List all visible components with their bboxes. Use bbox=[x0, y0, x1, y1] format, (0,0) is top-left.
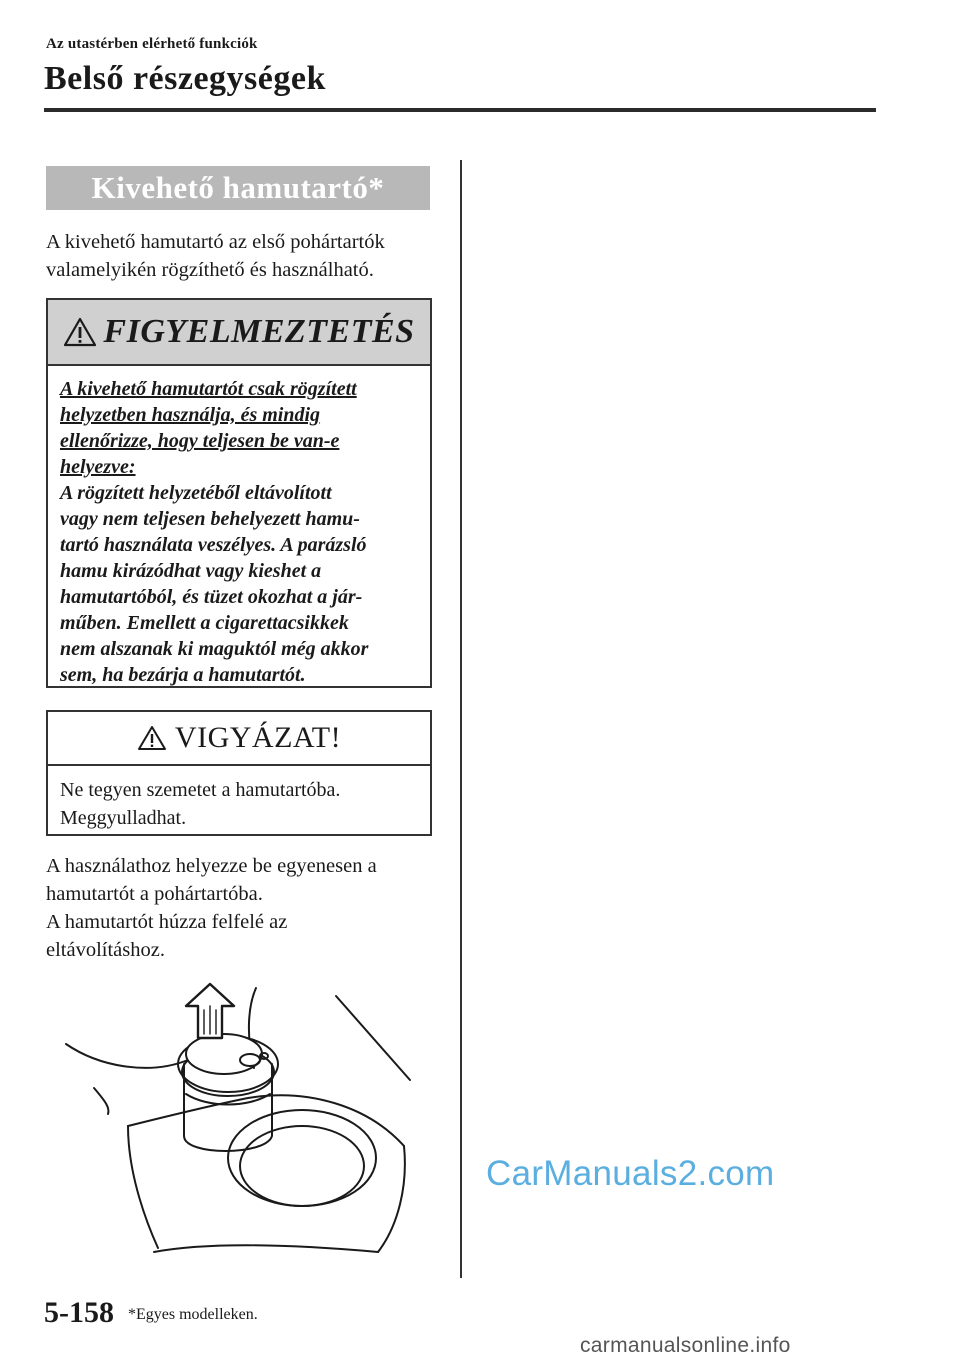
section-heading: Kivehető hamutartó* bbox=[46, 166, 430, 210]
warning-line: vagy nem teljesen behelyezett hamu- bbox=[60, 508, 360, 530]
warning-line: műben. Emellett a cigarettacsikkek bbox=[60, 612, 349, 634]
breadcrumb: Az utastérben elérhető funkciók bbox=[46, 36, 258, 52]
caution-line: Meggyulladhat. bbox=[60, 807, 187, 829]
page-number: 5-158 bbox=[44, 1296, 114, 1329]
warning-line: hamu kirázódhat vagy kieshet a bbox=[60, 560, 322, 582]
warning-title: FIGYELMEZTETÉS bbox=[103, 313, 415, 350]
usage-line: eltávolításhoz. bbox=[46, 939, 165, 961]
ashtray-removal-illustration bbox=[58, 976, 424, 1256]
usage-line: hamutartót a pohártartóba. bbox=[46, 883, 263, 905]
usage-line: A hamutartót húzza felfelé az bbox=[46, 911, 288, 933]
warning-body bbox=[48, 366, 430, 688]
warning-header bbox=[48, 300, 430, 366]
warning-line: ellenőrizze, hogy teljesen be van-e bbox=[60, 430, 340, 452]
footnote: *Egyes modelleken. bbox=[128, 1306, 258, 1323]
caution-title: VIGYÁZAT! bbox=[174, 721, 342, 754]
warning-line: tartó használata veszélyes. A parázsló bbox=[60, 534, 367, 556]
caution-line: Ne tegyen szemetet a hamutartóba. bbox=[60, 779, 341, 801]
column-divider bbox=[460, 160, 462, 1278]
title-divider bbox=[44, 108, 876, 112]
warning-line: helyzetben használja, és mindig bbox=[60, 404, 321, 426]
page-title: Belső részegységek bbox=[44, 60, 326, 97]
caution-header bbox=[48, 712, 430, 766]
usage-line: A használathoz helyezze be egyenesen a bbox=[46, 855, 377, 877]
warning-line: helyezve: bbox=[60, 456, 136, 478]
usage-paragraph bbox=[46, 852, 446, 964]
warning-line: A kivehető hamutartót csak rögzített bbox=[60, 378, 357, 400]
warning-line: nem alszanak ki maguktól még akkor bbox=[60, 638, 369, 660]
bottom-watermark: carmanualsonline.info bbox=[580, 1334, 791, 1357]
warning-line: hamutartóból, és tüzet okozhat a jár- bbox=[60, 586, 363, 608]
watermark-link[interactable]: CarManuals2.com bbox=[486, 1154, 775, 1193]
warning-line: sem, ha bezárja a hamutartót. bbox=[60, 664, 306, 686]
warning-line: A rögzített helyzetéből eltávolított bbox=[60, 482, 332, 504]
caution-box bbox=[46, 710, 432, 836]
warning-box bbox=[46, 298, 432, 688]
warning-triangle-icon bbox=[137, 725, 167, 751]
intro-paragraph: A kivehető hamutartó az első pohártartók valamelyikén rögzíthető és használható. bbox=[46, 231, 385, 281]
caution-body bbox=[48, 766, 430, 842]
warning-triangle-icon bbox=[63, 317, 97, 347]
